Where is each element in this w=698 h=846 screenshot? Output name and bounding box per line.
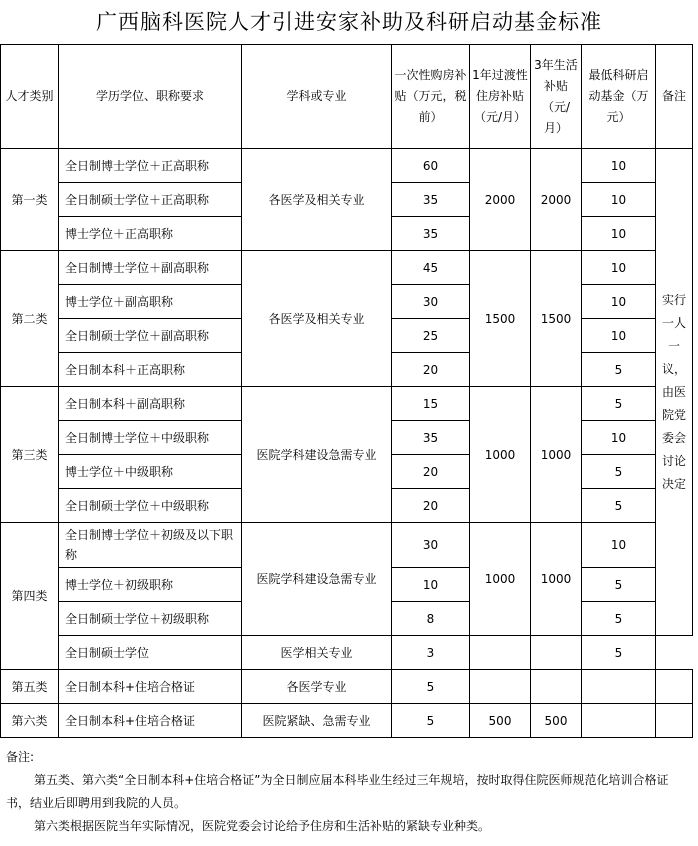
living-cell: 2000 bbox=[531, 149, 582, 251]
header-housing-subsidy: 一次性购房补贴（万元，税前） bbox=[392, 45, 470, 149]
requirement-cell: 全日制本科＋正高职称 bbox=[59, 353, 242, 387]
subject-cell: 医院紧缺、急需专业 bbox=[242, 704, 392, 738]
living-cell: 1000 bbox=[531, 387, 582, 523]
living-cell bbox=[531, 636, 582, 670]
requirement-cell: 博士学位＋初级职称 bbox=[59, 568, 242, 602]
requirement-cell: 全日制硕士学位＋正高职称 bbox=[59, 183, 242, 217]
header-subject: 学科或专业 bbox=[242, 45, 392, 149]
table-row bbox=[1, 636, 693, 670]
housing-cell: 35 bbox=[392, 183, 470, 217]
fund-cell: 10 bbox=[582, 523, 656, 568]
housing-cell: 60 bbox=[392, 149, 470, 183]
remarks-line-1: 第五类、第六类“全日制本科+住培合格证”为全日制应届本科毕业生经过三年规培，按时取得住院医师规范化培训合格证书，结业后即聘用到我院的人员。 bbox=[6, 773, 669, 810]
transition-cell: 1000 bbox=[470, 523, 531, 636]
category-cell: 第一类 bbox=[1, 149, 59, 251]
requirement-cell: 全日制硕士学位 bbox=[59, 636, 242, 670]
header-note: 备注 bbox=[656, 45, 693, 149]
header-transition-subsidy: 1年过渡性住房补贴（元/月） bbox=[470, 45, 531, 149]
requirement-cell: 全日制硕士学位＋副高职称 bbox=[59, 319, 242, 353]
fund-cell: 5 bbox=[582, 353, 656, 387]
transition-cell: 1500 bbox=[470, 251, 531, 387]
table-row bbox=[1, 704, 693, 738]
fund-cell: 10 bbox=[582, 319, 656, 353]
housing-cell: 15 bbox=[392, 387, 470, 421]
housing-cell: 30 bbox=[392, 523, 470, 568]
fund-cell: 10 bbox=[582, 251, 656, 285]
housing-cell: 3 bbox=[392, 636, 470, 670]
housing-cell: 30 bbox=[392, 285, 470, 319]
category-cell: 第五类 bbox=[1, 670, 59, 704]
living-cell: 1000 bbox=[531, 523, 582, 636]
housing-cell: 25 bbox=[392, 319, 470, 353]
housing-cell: 5 bbox=[392, 704, 470, 738]
requirement-cell: 全日制本科＋副高职称 bbox=[59, 387, 242, 421]
subject-cell: 各医学专业 bbox=[242, 670, 392, 704]
fund-cell: 5 bbox=[582, 568, 656, 602]
requirement-cell: 博士学位＋副高职称 bbox=[59, 285, 242, 319]
housing-cell: 8 bbox=[392, 602, 470, 636]
requirement-cell: 全日制博士学位＋初级及以下职称 bbox=[59, 523, 242, 568]
fund-cell: 5 bbox=[582, 387, 656, 421]
subject-cell: 各医学及相关专业 bbox=[242, 251, 392, 387]
fund-cell: 10 bbox=[582, 421, 656, 455]
fund-cell bbox=[582, 670, 656, 704]
category-cell: 第四类 bbox=[1, 523, 59, 670]
requirement-cell: 全日制博士学位＋中级职称 bbox=[59, 421, 242, 455]
housing-cell: 10 bbox=[392, 568, 470, 602]
housing-cell: 20 bbox=[392, 489, 470, 523]
transition-cell: 1000 bbox=[470, 387, 531, 523]
header-requirement: 学历学位、职称要求 bbox=[59, 45, 242, 149]
table-row bbox=[1, 670, 693, 704]
requirement-cell: 全日制硕士学位＋中级职称 bbox=[59, 489, 242, 523]
header-row bbox=[1, 45, 693, 149]
transition-cell bbox=[470, 636, 531, 670]
fund-cell: 5 bbox=[582, 602, 656, 636]
requirement-cell: 全日制本科+住培合格证 bbox=[59, 670, 242, 704]
living-cell: 1500 bbox=[531, 251, 582, 387]
table-row bbox=[1, 387, 693, 421]
category-cell: 第二类 bbox=[1, 251, 59, 387]
subsidy-table bbox=[0, 44, 693, 738]
housing-cell: 20 bbox=[392, 455, 470, 489]
housing-cell: 35 bbox=[392, 217, 470, 251]
remarks-label: 备注: bbox=[6, 750, 35, 764]
table-row bbox=[1, 251, 693, 285]
header-research-fund: 最低科研启动基金（万元） bbox=[582, 45, 656, 149]
page-title: 广西脑科医院人才引进安家补助及科研启动基金标准 bbox=[96, 10, 602, 34]
living-cell bbox=[531, 670, 582, 704]
housing-cell: 35 bbox=[392, 421, 470, 455]
subject-cell: 医院学科建设急需专业 bbox=[242, 523, 392, 636]
transition-cell bbox=[470, 670, 531, 704]
fund-cell bbox=[582, 704, 656, 738]
housing-cell: 5 bbox=[392, 670, 470, 704]
requirement-cell: 博士学位＋正高职称 bbox=[59, 217, 242, 251]
category-cell: 第六类 bbox=[1, 704, 59, 738]
subject-cell: 医学相关专业 bbox=[242, 636, 392, 670]
housing-cell: 20 bbox=[392, 353, 470, 387]
header-living-subsidy: 3年生活补贴（元/月） bbox=[531, 45, 582, 149]
fund-cell: 10 bbox=[582, 285, 656, 319]
table-row bbox=[1, 149, 693, 183]
fund-cell: 5 bbox=[582, 489, 656, 523]
requirement-cell: 全日制博士学位＋正高职称 bbox=[59, 149, 242, 183]
header-category: 人才类别 bbox=[1, 45, 59, 149]
note-cell bbox=[656, 670, 693, 704]
fund-cell: 5 bbox=[582, 636, 656, 670]
subject-cell: 各医学及相关专业 bbox=[242, 149, 392, 251]
fund-cell: 10 bbox=[582, 217, 656, 251]
remarks-section bbox=[6, 746, 692, 838]
transition-cell: 2000 bbox=[470, 149, 531, 251]
note-cell bbox=[656, 149, 693, 636]
subject-cell: 医院学科建设急需专业 bbox=[242, 387, 392, 523]
requirement-cell: 全日制硕士学位＋初级职称 bbox=[59, 602, 242, 636]
note-cell bbox=[656, 704, 693, 738]
fund-cell: 10 bbox=[582, 149, 656, 183]
transition-cell: 500 bbox=[470, 704, 531, 738]
requirement-cell: 全日制博士学位＋副高职称 bbox=[59, 251, 242, 285]
housing-cell: 45 bbox=[392, 251, 470, 285]
category-cell: 第三类 bbox=[1, 387, 59, 523]
fund-cell: 5 bbox=[582, 455, 656, 489]
remarks-line-2: 第六类根据医院当年实际情况，医院党委会讨论给予住房和生活补贴的紧缺专业种类。 bbox=[34, 819, 491, 833]
requirement-cell: 博士学位＋中级职称 bbox=[59, 455, 242, 489]
table-row bbox=[1, 523, 693, 568]
requirement-cell: 全日制本科+住培合格证 bbox=[59, 704, 242, 738]
fund-cell: 10 bbox=[582, 183, 656, 217]
note-text: 实行一人一议，由医院党委会讨论决定 bbox=[661, 292, 686, 491]
living-cell: 500 bbox=[531, 704, 582, 738]
